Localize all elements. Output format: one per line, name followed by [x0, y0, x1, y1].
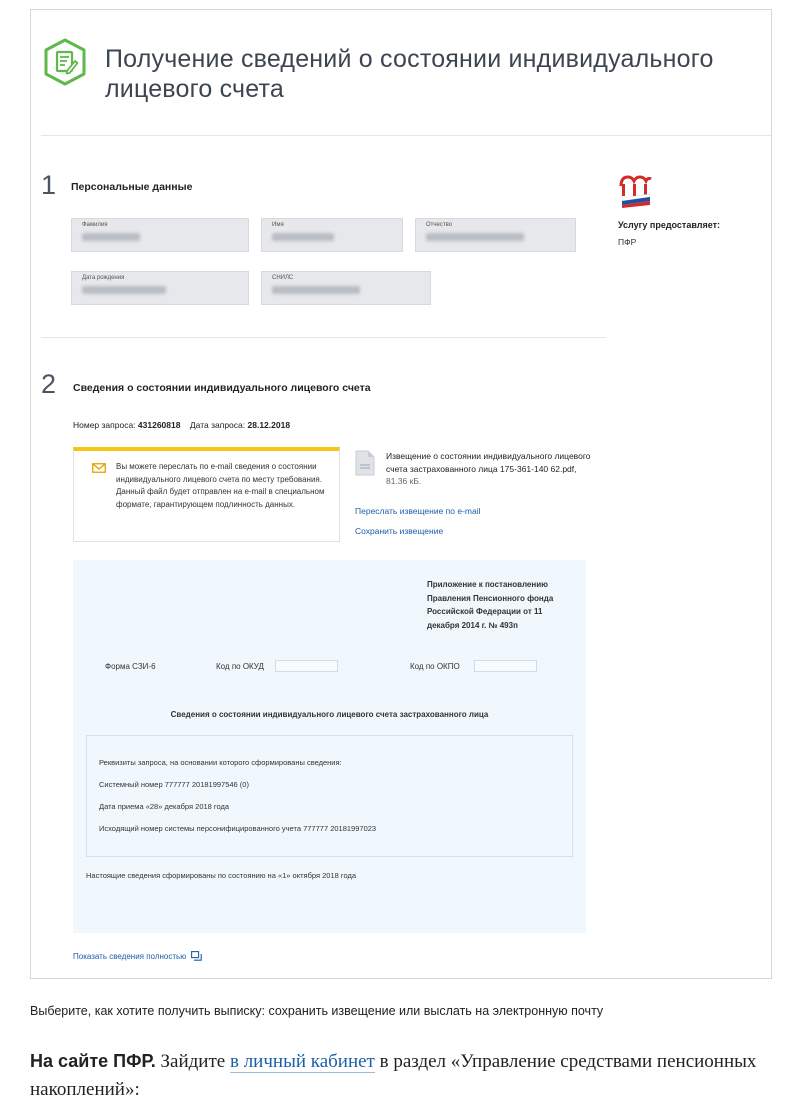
birthdate-field[interactable] [71, 271, 249, 305]
image-caption: Выберите, как хотите получить выписку: сохранить извещение или выслать на электронную почту [30, 1004, 604, 1018]
paragraph-text-before: Зайдите [155, 1051, 230, 1072]
name-label: Имя [272, 222, 284, 228]
patronymic-label: Отчество [426, 222, 453, 228]
blurred-value [426, 233, 524, 241]
step-title-account-info: Сведения о состоянии индивидуального лицевого счета [73, 382, 371, 394]
email-notice [73, 447, 340, 542]
step-title-personal-data: Персональные данные [71, 181, 193, 193]
request-info [73, 420, 290, 430]
snils-field[interactable] [261, 271, 431, 305]
request-number: 431260818 [137, 420, 181, 430]
snils-label: СНИЛС [272, 275, 294, 281]
request-requisites-box [86, 735, 573, 857]
birthdate-label: Дата рождения [82, 275, 125, 281]
show-full-label: Показать сведения полностью [73, 952, 187, 961]
show-full-link[interactable] [73, 951, 202, 961]
personal-account-link[interactable]: в личный кабинет [229, 1051, 375, 1072]
blurred-value [272, 286, 360, 294]
as-of-date: Настоящие сведения сформированы по состоянию на «1» октября 2018 года [86, 871, 356, 880]
send-email-link[interactable]: Переслать извещение по e-mail [355, 506, 481, 516]
expand-icon [191, 951, 202, 961]
requisites-title: Реквизиты запроса, на основании которого сформированы сведения: [99, 758, 342, 767]
surname-label: Фамилия [82, 222, 108, 228]
form-label: Форма СЗИ-6 [105, 662, 156, 671]
notice-text: Вы можете переслать по e-mail сведения о состоянии индивидуального лицевого счета по месту требования. Данный файл будет отправлен на e-mail в специальном формате, гарантирующем подлинность данных. [116, 462, 325, 509]
page-title: Получение сведений о состоянии индивидуального лицевого счета [105, 45, 714, 103]
okud-box [275, 660, 338, 672]
statement-heading: Сведения о состоянии индивидуального лицевого счета застрахованного лица [170, 710, 489, 719]
header-divider [41, 135, 771, 136]
article-paragraph [30, 1047, 770, 1104]
save-notice-link[interactable]: Сохранить извещение [355, 526, 444, 536]
blurred-value [82, 233, 140, 241]
pdf-file-icon [355, 450, 375, 476]
name-field[interactable] [261, 218, 403, 252]
document-size: 81.36 кБ. [386, 476, 422, 486]
document-edit-icon [42, 38, 88, 86]
appendix-text: Приложение к постановлению Правления Пенсионного фонда Российской Федерации от 11 декабря 2014 г. № 493п [427, 580, 554, 630]
provider-label: Услугу предоставляет: [618, 220, 721, 230]
okpo-label: Код по ОКПО [410, 662, 460, 671]
blurred-value [272, 233, 334, 241]
accept-date: Дата приема «28» декабря 2018 года [99, 802, 230, 811]
document-name [386, 450, 596, 488]
request-date: 28.12.2018 [247, 420, 291, 430]
request-number-label: Номер запроса: [73, 420, 136, 430]
pfr-logo [618, 174, 654, 208]
step-number-2: 2 [41, 369, 57, 399]
blurred-value [82, 286, 166, 294]
envelope-icon [92, 463, 106, 473]
provider-value: ПФР [618, 237, 637, 247]
document-filename: Извещение о состоянии индивидуального лицевого счета застрахованного лица 175-361-140 62.pdf, [386, 451, 591, 474]
system-number: Системный номер 777777 20181997546 (0) [99, 780, 249, 789]
surname-field[interactable] [71, 218, 249, 252]
statement-preview [73, 560, 586, 933]
okpo-box [474, 660, 537, 672]
paragraph-text-after: в раздел «Управление средствами пенсионных накоплений»: [30, 1051, 757, 1100]
step-number-1: 1 [41, 170, 57, 200]
outgoing-number: Исходящий номер системы персонифицированного учета 777777 20181997023 [99, 824, 377, 833]
okud-label: Код по ОКУД [216, 662, 264, 671]
screenshot-frame [30, 9, 772, 979]
section-divider [41, 337, 606, 338]
paragraph-lead: На сайте ПФР. [30, 1051, 156, 1071]
patronymic-field[interactable] [415, 218, 576, 252]
request-date-label: Дата запроса: [189, 420, 246, 430]
